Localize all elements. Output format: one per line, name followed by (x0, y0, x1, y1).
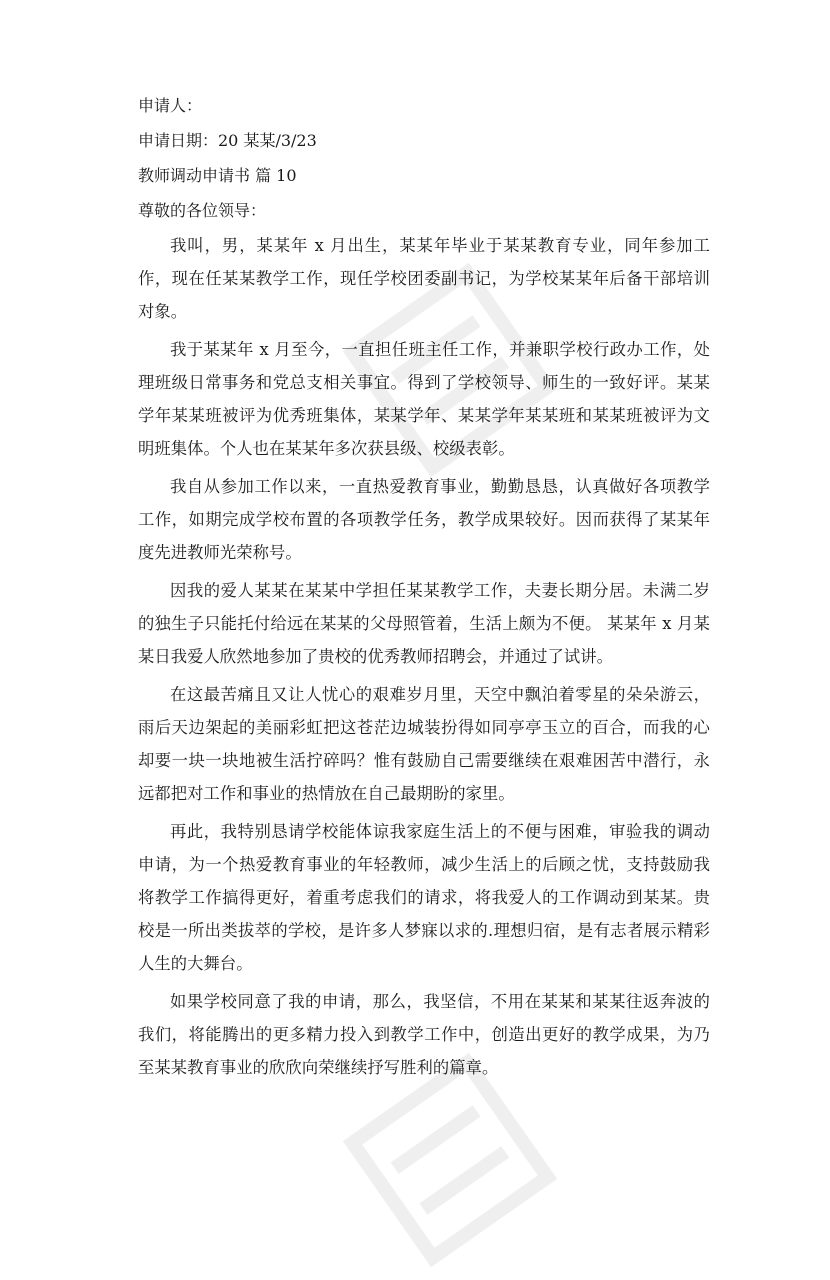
paragraph: 我叫，男，某某年 x 月出生，某某年毕业于某某教育专业，同年参加工作，现在任某某教学工作，现任学校团委副书记，为学校某某年后备干部培训对象。 (138, 236, 710, 321)
paragraph: 我自从参加工作以来，一直热爱教育事业，勤勤恳恳，认真做好各项教学工作，如期完成学校布置的各项教学任务，教学成果较好。因而获得了某某年度先进教师光荣称号。 (138, 477, 710, 562)
paragraph: 在这最苦痛且又让人忧心的艰难岁月里，天空中飘泊着零星的朵朵游云，雨后天边架起的美丽彩虹把这苍茫边城装扮得如同亭亭玉立的百合，而我的心却要一块一块地被生活拧碎吗？惟有鼓励自己需要继续在艰难困苦中潜行，永远都把对工作和事业的热情放在自己最期盼的家里。 (138, 685, 710, 803)
paragraph: 再此，我特别恳请学校能体谅我家庭生活上的不便与困难，审验我的调动申请，为一个热爱教育事业的年轻教师，减少生活上的后顾之忧，支持鼓励我将教学工作搞得更好，着重考虑我们的请求，将我爱人的工作调动到某某。贵校是一所出类拔萃的学校，是许多人梦寐以求的.理想归宿，是有志者展示精彩人生的大舞台。 (138, 822, 710, 973)
application-date-line: 申请日期：20 某某/3/23 (138, 131, 317, 150)
paragraph: 我于某某年 x 月至今，一直担任班主任工作，并兼职学校行政办工作，处理班级日常事务和党总支相关事宜。得到了学校领导、师生的一致好评。某某学年某某班被评为优秀班集体，某某学年、某某学年某某班和某某班被评为文明班集体。个人也在某某年多次获县级、校级表彰。 (138, 340, 710, 458)
paragraph: 因我的爱人某某在某某中学担任某某教学工作，夫妻长期分居。未满二岁的独生子只能托付给远在某某的父母照管着，生活上颇为不便。 某某年 x 月某某日我爱人欣然地参加了贵校的优秀教师招聘会，并通过了试讲。 (138, 581, 710, 666)
salutation: 尊敬的各位领导： (138, 201, 267, 220)
paragraph: 如果学校同意了我的申请，那么，我坚信，不用在某某和某某往返奔波的我们，将能腾出的更多精力投入到教学工作中，创造出更好的教学成果，为乃至某某教育事业的欣欣向荣继续抒写胜利的篇章。 (138, 992, 710, 1077)
document-body (138, 96, 710, 1089)
document-title: 教师调动申请书 篇 10 (138, 166, 297, 185)
applicant-line: 申请人： (138, 96, 203, 115)
